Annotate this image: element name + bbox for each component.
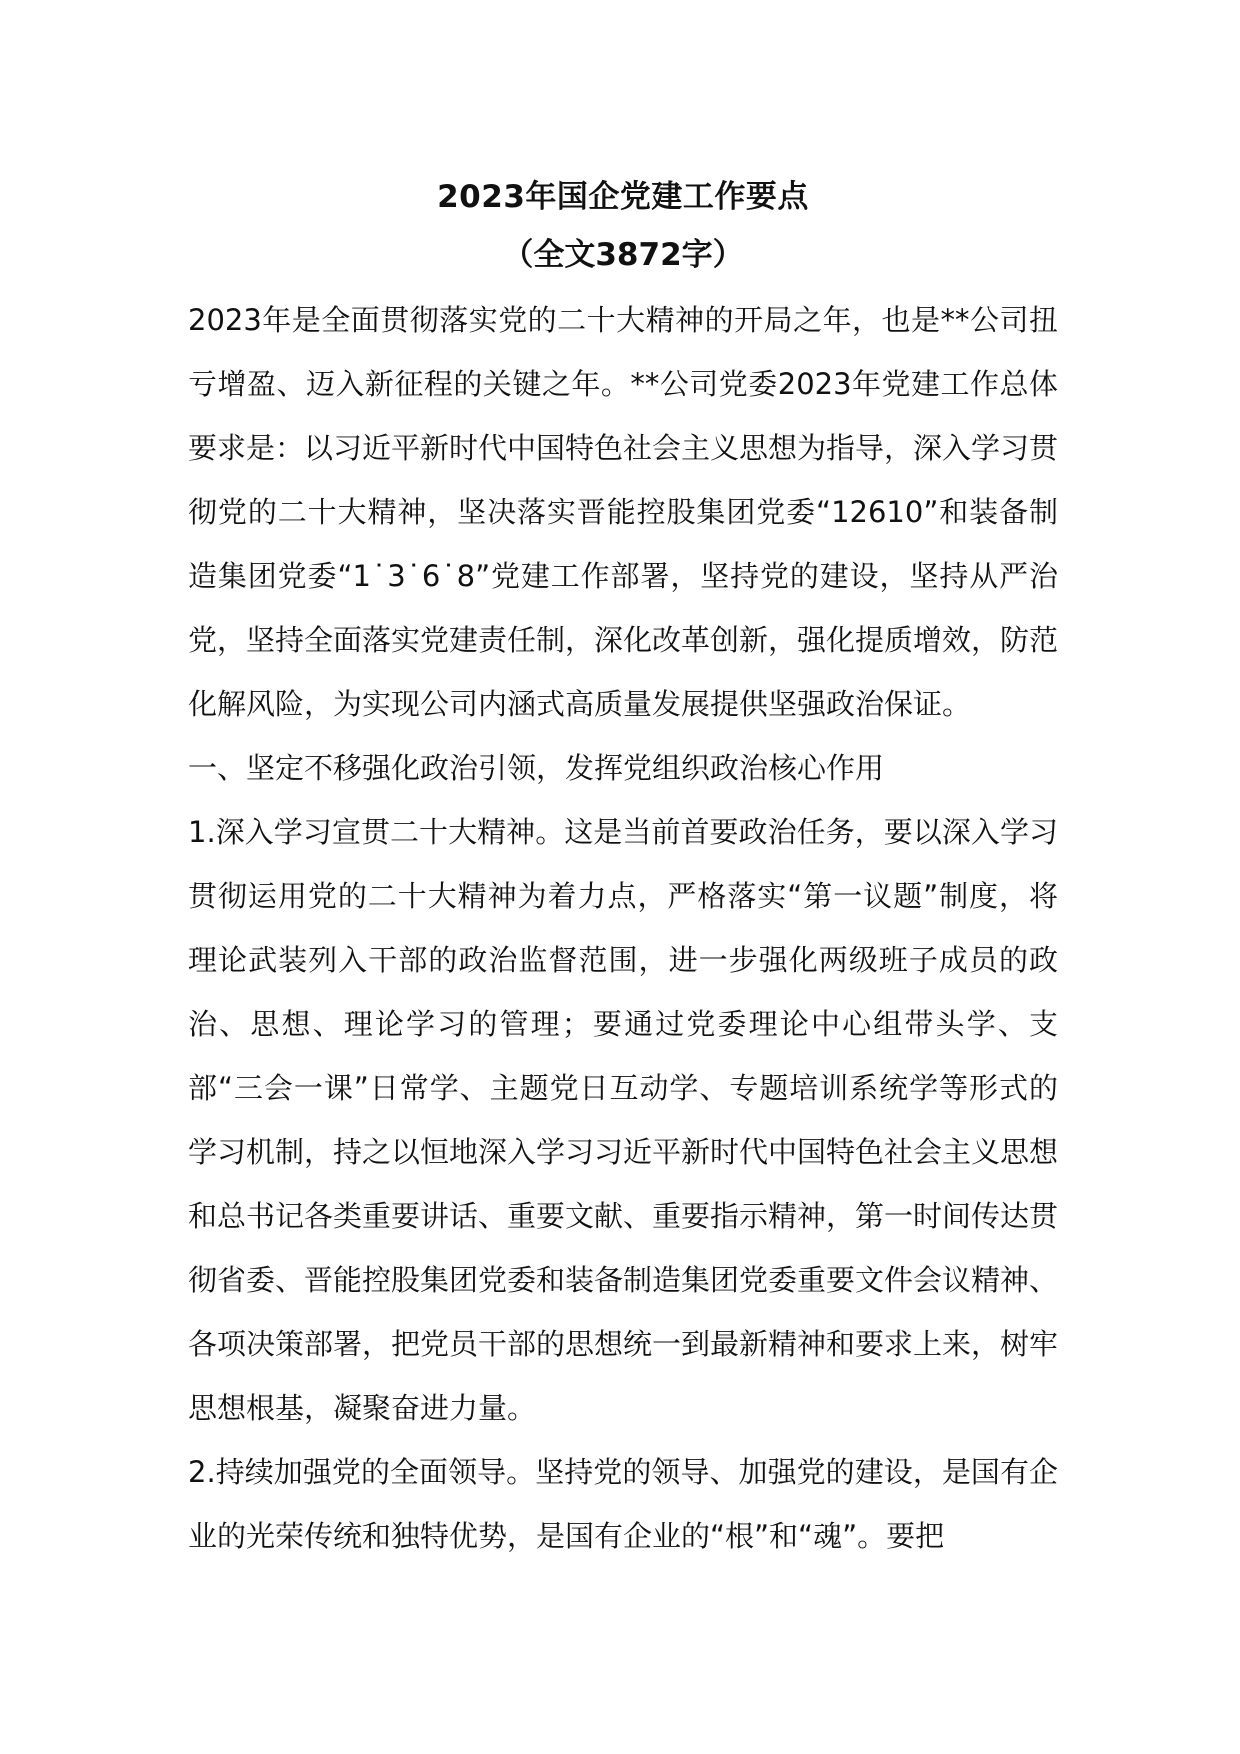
document-page — [188, 168, 1058, 1568]
section-heading-1: 一、坚定不移强化政治引领，发挥党组织政治核心作用 — [188, 751, 885, 785]
document-title: 2023年国企党建工作要点 — [437, 179, 809, 215]
document-subtitle: （全文3872字） — [502, 237, 744, 273]
intro-paragraph: 2023年是全面贯彻落实党的二十大精神的开局之年，也是**公司扭亏增盈、迈入新征程的关键之年。**公司党委2023年党建工作总体要求是：以习近平新时代中国特色社会主义思想为指导，深入学习贯彻党的二十大精神，坚决落实晋能控股集团党委“12610”和装备制造集团党委“1˙3˙6˙8”党建工作部署，坚持党的建设，坚持从严治党，坚持全面落实党建责任制，深化改革创新，强化提质增效，防范化解风险，为实现公司内涵式高质量发展提供坚强政治保证。 — [188, 303, 1059, 721]
item-2-paragraph: 2.持续加强党的全面领导。坚持党的领导、加强党的建设，是国有企业的光荣传统和独特优势，是国有企业的“根”和“魂”。要把 — [188, 1455, 1058, 1553]
item-1-paragraph: 1.深入学习宣贯二十大精神。这是当前首要政治任务，要以深入学习贯彻运用党的二十大精神为着力点，严格落实“第一议题”制度，将理论武装列入干部的政治监督范围，进一步强化两级班子成员的政治、思想、理论学习的管理；要通过党委理论中心组带头学、支部“三会一课”日常学、主题党日互动学、专题培训系统学等形式的学习机制，持之以恒地深入学习习近平新时代中国特色社会主义思想和总书记各类重要讲话、重要文献、重要指示精神，第一时间传达贯彻省委、晋能控股集团党委和装备制造集团党委重要文件会议精神、各项决策部署，把党员干部的思想统一到最新精神和要求上来，树牢思想根基，凝聚奋进力量。 — [188, 815, 1059, 1425]
